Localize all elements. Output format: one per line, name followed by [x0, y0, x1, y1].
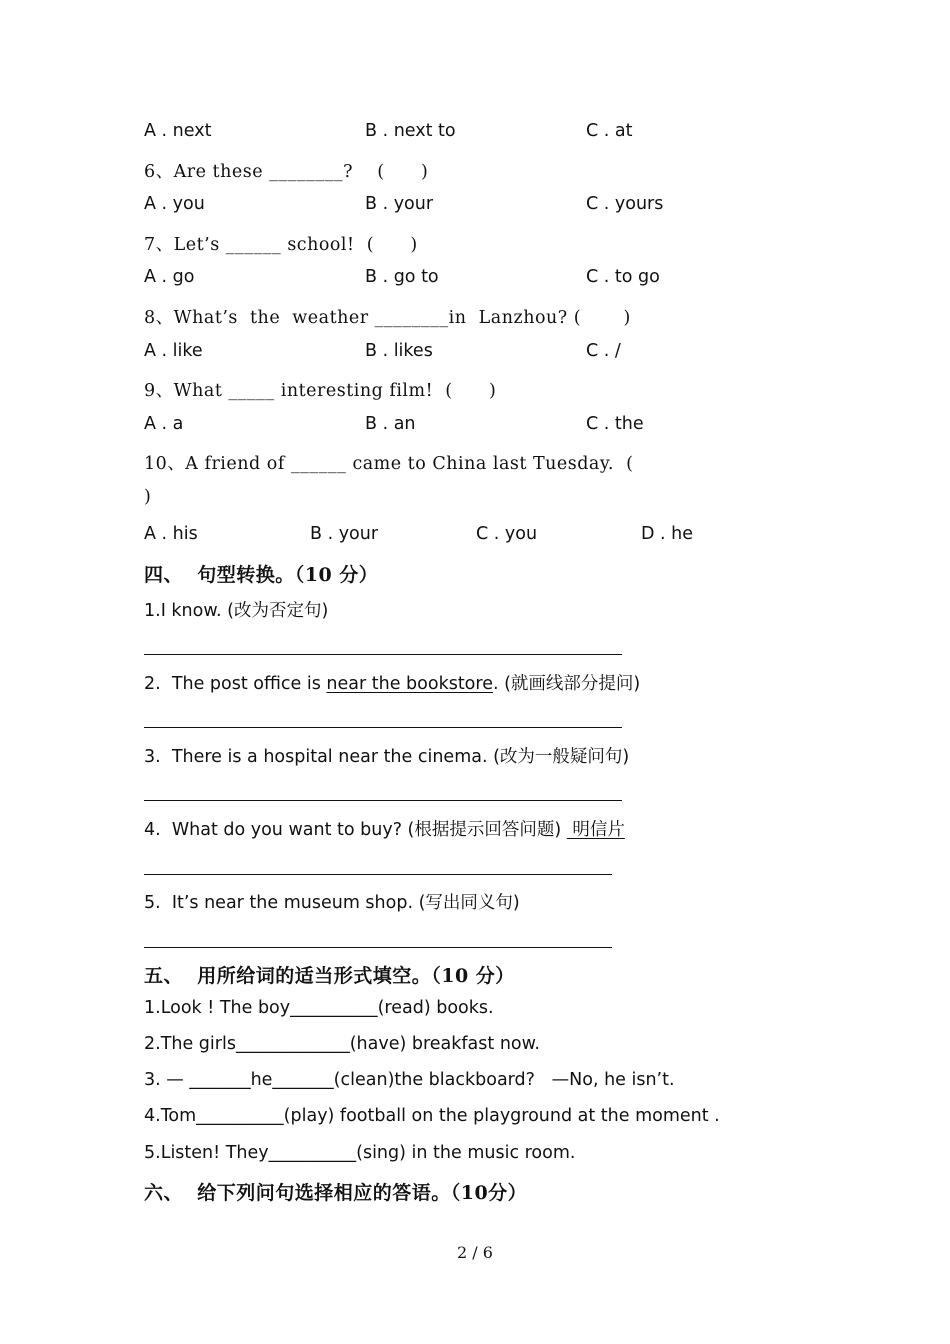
q5-option-b: B . next to [365, 121, 456, 141]
answer-line [144, 800, 622, 801]
s5-item-5: 5.Listen! They__________(sing) in the music room. [144, 1143, 576, 1163]
q10-option-a: A . his [144, 524, 198, 544]
page-number: 2 / 6 [457, 1243, 493, 1262]
q9-option-a: A . a [144, 414, 184, 434]
answer-line [144, 874, 612, 875]
answer-line [144, 727, 622, 728]
question-10-bracket: ) [144, 487, 152, 507]
q7-option-c: C . to go [586, 267, 660, 287]
s4-item-2: 2. The post office is near the bookstore. (就画线部分提问) [144, 674, 641, 694]
q6-option-a: A . you [144, 194, 205, 214]
q5-option-c: C . at [586, 121, 633, 141]
s5-item-4: 4.Tom__________(play) football on the playground at the moment . [144, 1106, 720, 1126]
s5-item-2: 2.The girls_____________(have) breakfast now. [144, 1034, 540, 1054]
q5-option-a: A . next [144, 121, 212, 141]
q7-option-a: A . go [144, 267, 195, 287]
s4-item-5: 5. It’s near the museum shop. (写出同义句) [144, 893, 520, 913]
q8-option-a: A . like [144, 341, 203, 361]
section-6-title: 六、 给下列问句选择相应的答语。（10分） [144, 1182, 528, 1204]
q8-option-c: C . / [586, 341, 621, 361]
s4-item-3: 3. There is a hospital near the cinema. (改为一般疑问句) [144, 747, 630, 767]
q10-option-b: B . your [310, 524, 379, 544]
question-7: 7、Let’s ______ school! ( ) [144, 235, 418, 255]
q6-option-b: B . your [365, 194, 434, 214]
answer-line [144, 654, 622, 655]
question-9: 9、What _____ interesting film! ( ) [144, 381, 497, 401]
q10-option-d: D . he [641, 524, 694, 544]
q10-option-c: C . you [476, 524, 538, 544]
question-10: 10、A friend of ______ came to China last Tuesday. ( [144, 454, 634, 474]
answer-line [144, 947, 612, 948]
s5-item-3: 3. — _______he_______(clean)the blackboard? —No, he isn’t. [144, 1070, 675, 1090]
s4-item-4: 4. What do you want to buy? (根据提示回答问题) 明信片 [144, 820, 625, 840]
q9-option-c: C . the [586, 414, 644, 434]
s5-item-1: 1.Look ! The boy__________(read) books. [144, 998, 494, 1018]
q9-option-b: B . an [365, 414, 416, 434]
question-8: 8、What’s the weather ________in Lanzhou? ( ) [144, 308, 631, 328]
s4-item-1: 1.I know. (改为否定句) [144, 601, 329, 621]
section-4-title: 四、 句型转换。（10 分） [144, 564, 379, 586]
question-6: 6、Are these ________? ( ) [144, 162, 429, 182]
section-5-title: 五、 用所给词的适当形式填空。（10 分） [144, 965, 515, 987]
q8-option-b: B . likes [365, 341, 433, 361]
q7-option-b: B . go to [365, 267, 439, 287]
q6-option-c: C . yours [586, 194, 664, 214]
